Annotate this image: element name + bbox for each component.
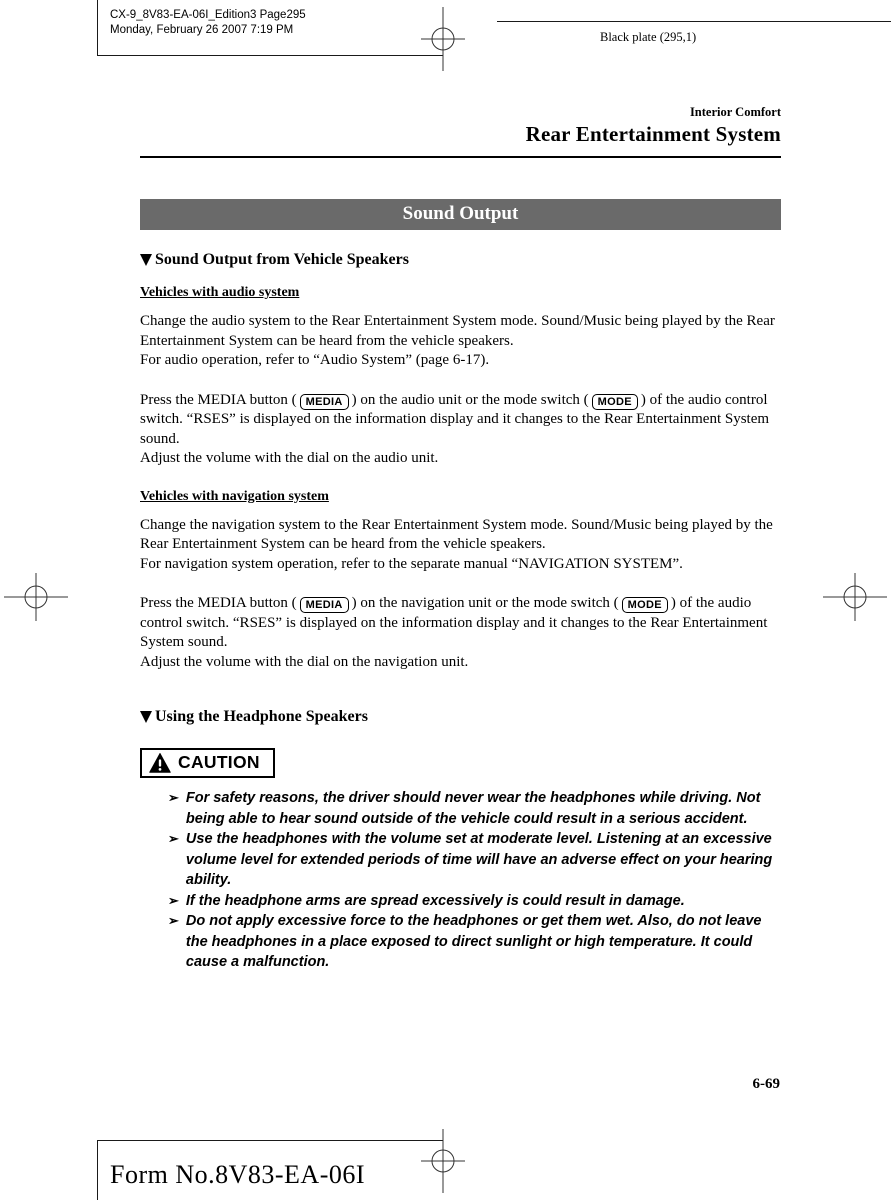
paragraph-audio-media-button <box>140 391 781 469</box>
paragraph-text: Adjust the volume with the dial on the navigation unit. <box>140 653 469 670</box>
proof-crop-line <box>97 55 443 56</box>
paragraph-text: ) on the navigation unit or the mode switch ( <box>351 595 619 611</box>
caution-box <box>140 748 275 778</box>
caution-label: CAUTION <box>178 752 260 772</box>
proof-crop-line <box>97 1140 443 1141</box>
heading-text: Using the Headphone Speakers <box>155 708 368 725</box>
paragraph-nav-media-button <box>140 594 781 672</box>
caution-item-text: If the headphone arms are spread excessively is could result in damage. <box>185 892 685 909</box>
caution-item-text: For safety reasons, the driver should never wear the headphones while driving. Not being able to hear sound outside of the vehicle could result in a serious accident. <box>185 790 761 827</box>
arrow-bullet-icon: ➢ <box>168 790 179 805</box>
registration-mark-icon <box>411 7 475 71</box>
paragraph-text: Adjust the volume with the dial on the audio unit. <box>140 450 439 466</box>
list-item <box>168 829 781 891</box>
media-button-key: MEDIA <box>300 394 349 410</box>
section-triangle-icon <box>140 254 152 266</box>
mode-button-key: MODE <box>622 597 668 613</box>
paragraph-text: Change the audio system to the Rear Entertainment System mode. Sound/Music being played by the Rear Entertainment System can be heard from the vehicle speakers. <box>140 313 775 349</box>
registration-mark-icon <box>823 565 887 629</box>
paragraph-audio-change-mode <box>140 312 781 371</box>
proof-file-name: CX-9_8V83-EA-06I_Edition3 Page295 <box>110 9 306 21</box>
paragraph-text: Press the MEDIA button ( <box>140 391 297 408</box>
heading-using-headphone-speakers <box>140 708 781 726</box>
paragraph-nav-change-mode <box>140 516 781 575</box>
registration-mark-icon <box>411 1129 475 1193</box>
proof-timestamp: Monday, February 26 2007 7:19 PM <box>110 24 294 36</box>
arrow-bullet-icon: ➢ <box>168 831 179 846</box>
section-triangle-icon <box>140 711 152 723</box>
caution-item-text: Do not apply excessive force to the headphones or get them wet. Also, do not leave the headphones in a place exposed to direct sunlight or high temperature. It could cause a malfunction. <box>185 913 762 970</box>
section-banner: Sound Output <box>140 199 781 230</box>
form-number: Form No.8V83-EA-06I <box>110 1160 366 1189</box>
heading-text: Sound Output from Vehicle Speakers <box>155 251 409 268</box>
proof-crop-line <box>97 1140 98 1200</box>
proof-plate-label: Black plate (295,1) <box>600 30 697 44</box>
proof-crop-line <box>497 21 891 22</box>
chapter-kicker: Interior Comfort <box>689 105 781 119</box>
arrow-bullet-icon: ➢ <box>168 892 179 908</box>
mode-button-key: MODE <box>592 394 638 410</box>
page-number: 6-69 <box>752 1076 780 1092</box>
proof-header-info <box>110 8 306 38</box>
paragraph-text: For navigation system operation, refer to the separate manual “NAVIGATION SYSTEM”. <box>140 555 683 572</box>
paragraph-text: ) of the audio control switch. “RSES” is displayed on the information display and it changes to the Rear Entertainment System sound. <box>140 391 770 447</box>
paragraph-text: Press the MEDIA button ( <box>140 595 297 611</box>
page-title: Rear Entertainment System <box>525 122 781 146</box>
paragraph-text: ) on the audio unit or the mode switch ( <box>351 391 589 408</box>
caution-item-text: Use the headphones with the volume set at moderate level. Listening at an excessive volume level for extended periods of time will have an adverse effect on your hearing ability. <box>185 831 773 888</box>
subheading-vehicles-audio-system: Vehicles with audio system <box>140 285 300 300</box>
registration-mark-icon <box>4 565 68 629</box>
media-button-key: MEDIA <box>300 597 349 613</box>
caution-list <box>168 788 781 973</box>
heading-sound-output-vehicle-speakers <box>140 251 781 269</box>
page-content <box>140 105 781 973</box>
proof-crop-line <box>97 0 98 55</box>
list-item <box>168 891 781 912</box>
warning-icon <box>149 753 171 773</box>
subheading-vehicles-navigation-system: Vehicles with navigation system <box>140 488 329 504</box>
paragraph-text: ) of the audio control switch. “RSES” is displayed on the information display and it changes to the Rear Entertainment System sound. <box>140 595 768 650</box>
paragraph-text: For audio operation, refer to “Audio System” (page 6-17). <box>140 352 490 368</box>
header-rule <box>140 156 781 158</box>
list-item <box>168 788 781 829</box>
arrow-bullet-icon: ➢ <box>168 913 179 928</box>
paragraph-text: Change the navigation system to the Rear Entertainment System mode. Sound/Music being played by the Rear Entertainment System can be heard from the vehicle speakers. <box>140 516 773 552</box>
list-item <box>168 911 781 973</box>
